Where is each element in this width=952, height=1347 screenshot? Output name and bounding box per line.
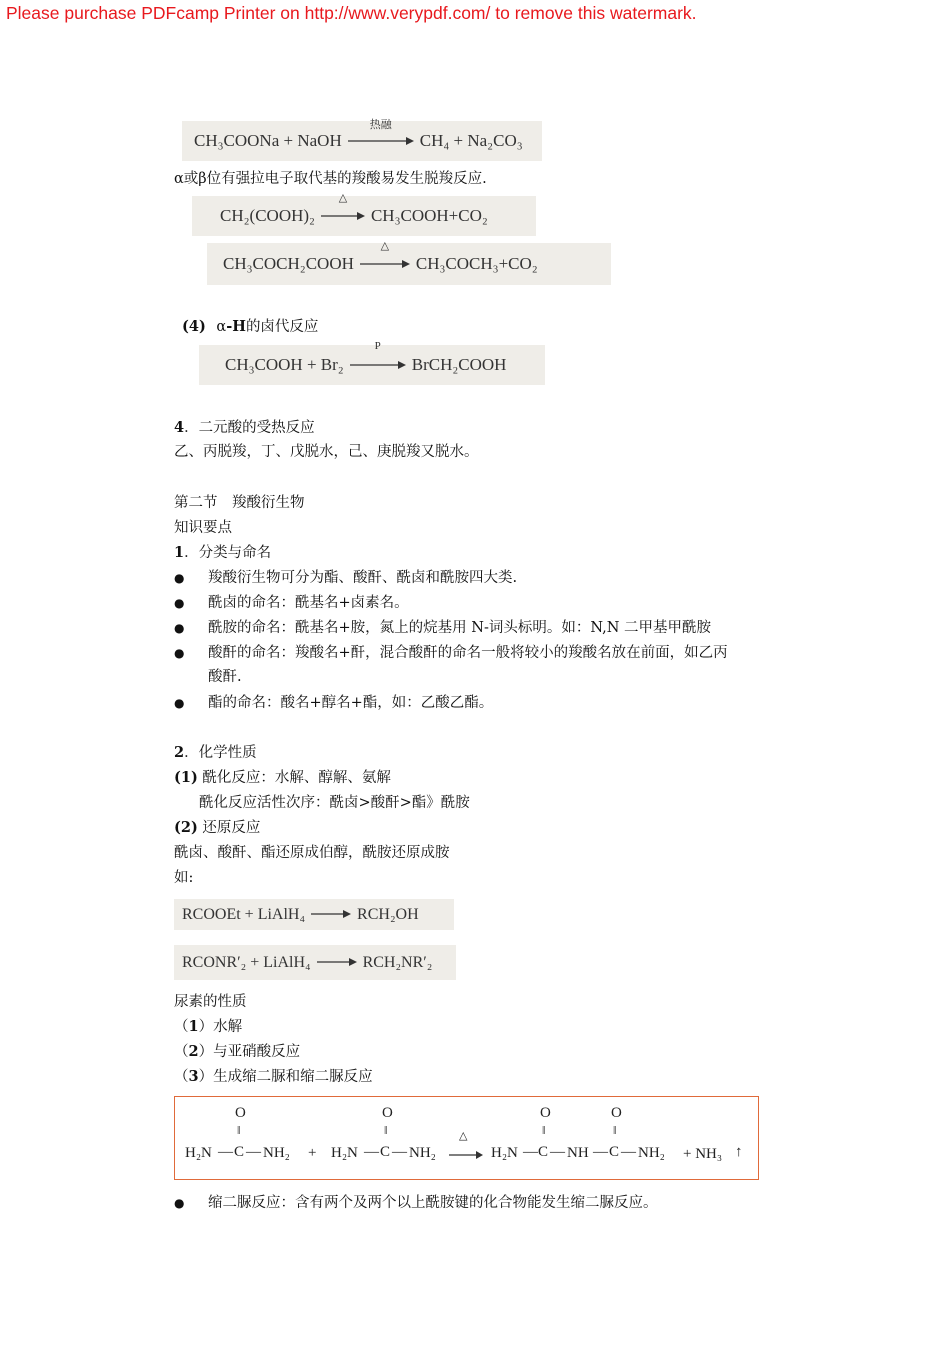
heading-4-body: 乙、丙脱羧，丁、戊脱水，己、庚脱羧又脱水。 — [174, 444, 479, 460]
reaction-arrow — [311, 906, 351, 924]
oxygen-label: O — [540, 1105, 551, 1121]
section-title: 第二节 羧酸衍生物 — [174, 495, 305, 511]
bond: — — [550, 1144, 565, 1160]
eq-left: RCOOEt + LiAlH₄ — [182, 905, 306, 923]
bond: — — [523, 1144, 538, 1160]
heading-2 — [174, 744, 257, 762]
biuret-note: 缩二脲反应：含有两个及两个以上酰胺键的化合物能发生缩二脲反应。 — [208, 1195, 658, 1211]
urea-item — [174, 1068, 373, 1086]
subsection-4-heading — [182, 318, 318, 336]
urea-item-text: ）生成缩二脲和缩二脲反应 — [198, 1069, 373, 1085]
equation-amide-reduction — [174, 945, 456, 980]
equation-malonic — [192, 192, 536, 236]
amine-group: H₂N — [491, 1145, 518, 1161]
property-number: (1) — [174, 769, 198, 786]
double-bond: ‖ — [384, 1123, 388, 1137]
urea-item-text: ）与亚硝酸反应 — [198, 1044, 301, 1060]
carbon-label: C — [234, 1144, 245, 1160]
reaction-arrow — [321, 192, 365, 226]
property-title: 还原反应 — [202, 820, 261, 836]
arrow-condition: P — [374, 340, 381, 352]
heading-title: ．二元酸的受热反应 — [184, 420, 315, 436]
heading-title: ．化学性质 — [184, 745, 257, 761]
reaction-arrow — [449, 1150, 483, 1160]
eq-left: CH₂(COOH)₂ — [220, 206, 315, 225]
reaction-arrow — [350, 340, 406, 375]
reaction-arrow — [348, 119, 414, 151]
urea-title: 尿素的性质 — [174, 994, 247, 1010]
eq-right: RCH₂OH — [357, 905, 419, 923]
bond: — — [621, 1144, 636, 1160]
urea-item-number: 3 — [188, 1068, 199, 1085]
carbon-label: C — [609, 1144, 620, 1160]
urea-item-paren: （ — [174, 1019, 189, 1035]
biuret-equation-box — [174, 1096, 759, 1180]
eq-right: RCH₂NR′₂ — [362, 953, 433, 971]
bullet-item: 酰卤的命名：酰基名+卤素名。 — [208, 595, 409, 611]
plus-sign: + — [308, 1145, 317, 1161]
bullet-dot: ● — [174, 621, 185, 635]
bullet-dot: ● — [174, 696, 185, 710]
bond: — — [593, 1144, 608, 1160]
reaction-arrow — [317, 954, 357, 972]
eq-right: CH₄ + Na₂CO₃ — [419, 131, 523, 150]
subsection-title: 的卤代反应 — [245, 319, 319, 335]
equation-hvz — [199, 340, 545, 385]
bullet-dot: ● — [174, 571, 185, 585]
urea-item-paren: （ — [174, 1044, 189, 1060]
bond: — — [218, 1144, 233, 1160]
bullet-item-continuation: 酸酐. — [208, 669, 242, 685]
arrow-condition: 热融 — [369, 119, 392, 131]
eq-left: CH₃COCH₂COOH — [223, 254, 354, 273]
eq-right: BrCH₂COOH — [411, 355, 507, 374]
heading-number: 2 — [174, 744, 185, 761]
property-2 — [174, 819, 260, 837]
urea-item — [174, 1043, 300, 1061]
eq-left: RCONR′₂ + LiAlH₄ — [182, 953, 311, 971]
amine-group: NH₂ — [638, 1145, 665, 1161]
eq-left: CH₃COOH + Br₂ — [225, 355, 344, 374]
property-number: (2) — [174, 819, 198, 836]
alpha-symbol: α — [216, 319, 227, 335]
carbon-label: C — [380, 1144, 391, 1160]
heading-number: 4 — [174, 419, 185, 436]
arrow-condition: △ — [338, 192, 348, 204]
property-1 — [174, 769, 391, 787]
urea-item-paren: （ — [174, 1069, 189, 1085]
oxygen-label: O — [382, 1105, 393, 1121]
eq-left: CH₃COONa + NaOH — [194, 131, 342, 150]
watermark: Please purchase PDFcamp Printer on http://www.verypdf.com/ to remove this watermark. — [6, 3, 697, 23]
amine-group: NH₂ — [409, 1145, 436, 1161]
carbon-label: C — [538, 1144, 549, 1160]
ammonia-product: + NH₃ — [683, 1146, 723, 1162]
heading-1 — [174, 544, 271, 562]
oxygen-label: O — [611, 1105, 622, 1121]
alpha-h-label: -H — [226, 318, 246, 335]
bullet-dot: ● — [174, 646, 185, 660]
reaction-arrow — [360, 240, 410, 274]
key-points-label: 知识要点 — [174, 520, 232, 536]
amine-group: H₂N — [185, 1145, 212, 1161]
acylation-order: 酰化反应活性次序：酰卤>酸酐>酯》酰胺 — [199, 795, 470, 811]
bullet-item: 酰胺的命名：酰基名+胺，氮上的烷基用 N-词头标明。如：N,N 二甲基甲酰胺 — [208, 620, 712, 636]
double-bond: ‖ — [237, 1123, 241, 1137]
bullet-dot: ● — [174, 596, 185, 610]
subsection-number: (4) — [182, 318, 206, 335]
bullet-item: 酸酐的命名：羧酸名+酐，混合酸酐的命名一般将较小的羧酸名放在前面，如乙丙 — [208, 645, 728, 661]
equation-decarboxylation-salt — [182, 121, 542, 161]
equation-acetoacetic — [207, 240, 611, 285]
example-label: 如: — [174, 870, 194, 886]
bullet-item: 羧酸衍生物可分为酯、酸酐、酰卤和酰胺四大类. — [208, 570, 518, 586]
double-bond: ‖ — [542, 1123, 546, 1137]
urea-item-number: 1 — [188, 1018, 199, 1035]
eq-right: CH₃COCH₃+CO₂ — [415, 254, 538, 273]
eq-right: CH₃COOH+CO₂ — [370, 206, 488, 225]
heading-4 — [174, 419, 315, 437]
bullet-item: 酯的命名：酸名+醇名+酯，如：乙酸乙酯。 — [208, 695, 494, 711]
heading-number: 1 — [174, 544, 185, 561]
bond: — — [392, 1144, 407, 1160]
imine-group: NH — [567, 1145, 589, 1161]
alpha-beta-note: α或β位有强拉电子取代基的羧酸易发生脱羧反应. — [174, 171, 487, 187]
arrow-condition: △ — [380, 240, 390, 252]
urea-item-text: ）水解 — [198, 1019, 243, 1035]
gas-arrow-icon: ↑ — [735, 1144, 743, 1160]
equation-ester-reduction — [174, 899, 454, 930]
urea-item-number: 2 — [188, 1043, 199, 1060]
heat-symbol: △ — [459, 1130, 468, 1142]
bond: — — [364, 1144, 379, 1160]
urea-item — [174, 1018, 242, 1036]
amine-group: NH₂ — [263, 1145, 290, 1161]
reduction-body: 酰卤、酸酐、酯还原成伯醇，酰胺还原成胺 — [174, 845, 450, 861]
oxygen-label: O — [235, 1105, 246, 1121]
bullet-dot: ● — [174, 1196, 185, 1210]
double-bond: ‖ — [613, 1123, 617, 1137]
bond: — — [246, 1144, 261, 1160]
heading-title: ．分类与命名 — [184, 545, 272, 561]
amine-group: H₂N — [331, 1145, 358, 1161]
property-title: 酰化反应：水解、醇解、氨解 — [202, 770, 391, 786]
